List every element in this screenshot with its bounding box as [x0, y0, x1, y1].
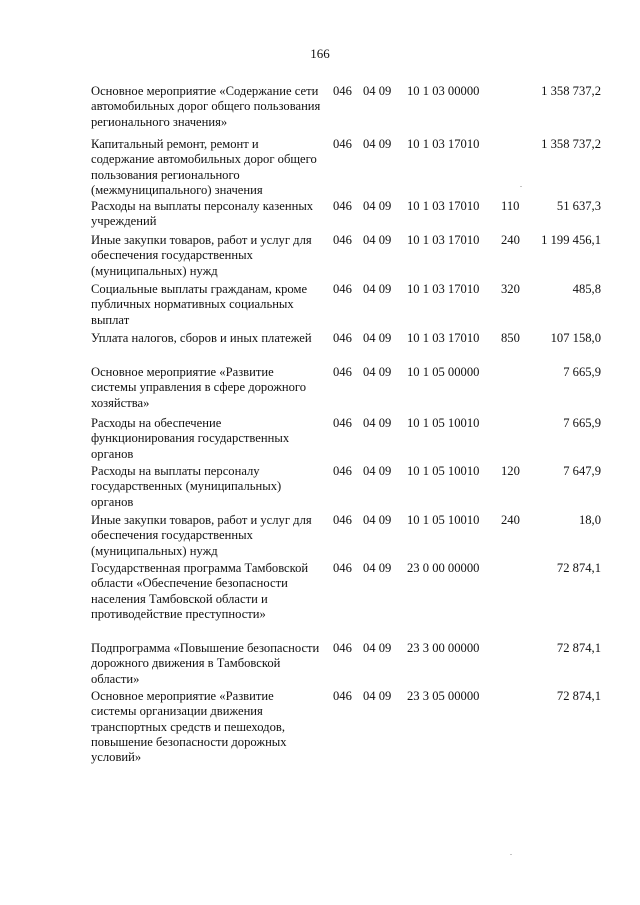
row-name: Капитальный ремонт, ремонт и содержание автомобильных дорог общего пользования регионального (межмуниципального) значения [91, 137, 317, 197]
ved-code: 046 [333, 689, 352, 703]
row-name: Иные закупки товаров, работ и услуг для обеспечения государственных (муниципальных) нужд [91, 513, 312, 558]
amount: 7 665,9 [563, 365, 601, 379]
ved-code: 046 [333, 561, 352, 575]
row-name: Уплата налогов, сборов и иных платежей [91, 331, 312, 345]
target-article-code: 10 1 05 10010 [407, 513, 480, 527]
table-row [91, 464, 611, 513]
ved-code: 046 [333, 416, 352, 430]
ved-code: 046 [333, 464, 352, 478]
ved-code: 046 [333, 513, 352, 527]
table-row [91, 689, 611, 769]
amount: 107 158,0 [550, 331, 601, 345]
section-code: 04 09 [363, 84, 392, 98]
target-article-code: 23 3 00 00000 [407, 641, 480, 655]
table-row [91, 137, 611, 199]
amount: 7 665,9 [563, 416, 601, 430]
amount: 1 358 737,2 [541, 84, 601, 98]
target-article-code: 10 1 03 17010 [407, 331, 480, 345]
amount: 1 199 456,1 [541, 233, 601, 247]
table-row [91, 233, 611, 282]
target-article-code: 10 1 05 00000 [407, 365, 480, 379]
row-name: Расходы на обеспечение функционирования государственных органов [91, 416, 290, 461]
ved-code: 046 [333, 199, 352, 213]
row-name: Основное мероприятие «Развитие системы организации движения транспортных средств и пешеходов, повышение безопасности дорожных условий» [91, 689, 287, 765]
ved-code: 046 [333, 365, 352, 379]
amount: 1 358 737,2 [541, 137, 601, 151]
section-code: 04 09 [363, 233, 392, 247]
amount: 18,0 [578, 513, 601, 527]
expense-type-code: 320 [501, 282, 520, 296]
table-row [91, 365, 611, 416]
section-code: 04 09 [363, 199, 392, 213]
scan-speck: . [520, 180, 522, 189]
table-row [91, 513, 611, 561]
ved-code: 046 [333, 84, 352, 98]
amount: 7 647,9 [563, 464, 601, 478]
row-name: Иные закупки товаров, работ и услуг для обеспечения государственных (муниципальных) нужд [91, 233, 312, 278]
section-code: 04 09 [363, 365, 392, 379]
row-name: Расходы на выплаты персоналу казенных учреждений [91, 199, 314, 229]
table-row [91, 641, 611, 689]
section-code: 04 09 [363, 513, 392, 527]
row-name: Государственная программа Тамбовской области «Обеспечение безопасности населения Тамбовской области и противодействие преступности» [91, 561, 309, 621]
ved-code: 046 [333, 137, 352, 151]
ved-code: 046 [333, 282, 352, 296]
row-name: Основное мероприятие «Развитие системы управления в сфере дорожного хозяйства» [91, 365, 307, 410]
amount: 72 874,1 [556, 561, 601, 575]
target-article-code: 10 1 05 10010 [407, 464, 480, 478]
section-code: 04 09 [363, 137, 392, 151]
target-article-code: 23 3 05 00000 [407, 689, 480, 703]
section-code: 04 09 [363, 464, 392, 478]
expense-type-code: 850 [501, 331, 520, 345]
expense-type-code: 240 [501, 513, 520, 527]
section-code: 04 09 [363, 561, 392, 575]
target-article-code: 10 1 03 17010 [407, 282, 480, 296]
expense-type-code: 240 [501, 233, 520, 247]
target-article-code: 10 1 03 17010 [407, 233, 480, 247]
target-article-code: 23 0 00 00000 [407, 561, 480, 575]
section-code: 04 09 [363, 416, 392, 430]
row-name: Основное мероприятие «Содержание сети автомобильных дорог общего пользования регионального значения» [91, 84, 321, 129]
budget-table [91, 84, 611, 769]
amount: 72 874,1 [556, 689, 601, 703]
target-article-code: 10 1 03 00000 [407, 84, 480, 98]
row-name: Подпрограмма «Повышение безопасности дорожного движения в Тамбовской области» [91, 641, 320, 686]
amount: 51 637,3 [556, 199, 601, 213]
target-article-code: 10 1 05 10010 [407, 416, 480, 430]
table-row [91, 282, 611, 331]
table-row [91, 84, 611, 137]
section-code: 04 09 [363, 331, 392, 345]
row-name: Социальные выплаты гражданам, кроме публичных нормативных социальных выплат [91, 282, 308, 327]
section-code: 04 09 [363, 282, 392, 296]
table-row [91, 331, 611, 365]
amount: 72 874,1 [556, 641, 601, 655]
page-number: 166 [310, 46, 330, 61]
amount: 485,8 [572, 282, 601, 296]
row-name: Расходы на выплаты персоналу государственных (муниципальных) органов [91, 464, 282, 509]
ved-code: 046 [333, 233, 352, 247]
ved-code: 046 [333, 331, 352, 345]
table-row [91, 561, 611, 641]
target-article-code: 10 1 03 17010 [407, 199, 480, 213]
table-row [91, 199, 611, 233]
table-row [91, 416, 611, 464]
scan-speck: . [510, 848, 512, 857]
expense-type-code: 110 [501, 199, 520, 213]
ved-code: 046 [333, 641, 352, 655]
section-code: 04 09 [363, 641, 392, 655]
expense-type-code: 120 [501, 464, 520, 478]
section-code: 04 09 [363, 689, 392, 703]
target-article-code: 10 1 03 17010 [407, 137, 480, 151]
